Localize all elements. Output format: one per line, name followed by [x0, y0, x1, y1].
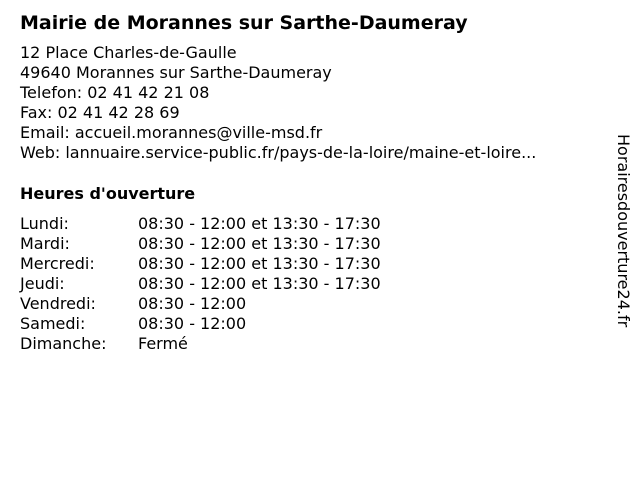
- hours-row-friday: [20, 294, 381, 314]
- phone-number: Telefon: 02 41 42 21 08: [20, 83, 210, 102]
- day-label: Mardi:: [20, 234, 70, 253]
- day-label: Vendredi:: [20, 294, 96, 313]
- fax-number: Fax: 02 41 42 28 69: [20, 103, 180, 122]
- time-value: Fermé: [138, 334, 188, 353]
- day-label: Samedi:: [20, 314, 86, 333]
- hours-row-monday: [20, 214, 381, 234]
- hours-row-thursday: [20, 274, 381, 294]
- website-link: Web: lannuaire.service-public.fr/pays-de-la-loire/maine-et-loire...: [20, 143, 537, 162]
- address-block: [20, 43, 536, 163]
- email-address: Email: accueil.morannes@ville-msd.fr: [20, 123, 323, 142]
- opening-hours-heading: Heures d'ouverture: [20, 184, 196, 203]
- day-label: Dimanche:: [20, 334, 107, 353]
- time-value: 08:30 - 12:00: [138, 314, 247, 333]
- opening-hours-table: [20, 214, 381, 354]
- time-value: 08:30 - 12:00 et 13:30 - 17:30: [138, 254, 381, 273]
- hours-row-saturday: [20, 314, 381, 334]
- day-label: Lundi:: [20, 214, 69, 233]
- site-brand-label: Horairesdouverture24.fr: [614, 134, 633, 328]
- hours-row-sunday: [20, 334, 381, 354]
- time-value: 08:30 - 12:00: [138, 294, 247, 313]
- time-value: 08:30 - 12:00 et 13:30 - 17:30: [138, 274, 381, 293]
- time-value: 08:30 - 12:00 et 13:30 - 17:30: [138, 234, 381, 253]
- street-address: 12 Place Charles-de-Gaulle: [20, 43, 237, 62]
- hours-row-wednesday: [20, 254, 381, 274]
- time-value: 08:30 - 12:00 et 13:30 - 17:30: [138, 214, 381, 233]
- day-label: Jeudi:: [20, 274, 65, 293]
- city-address: 49640 Morannes sur Sarthe-Daumeray: [20, 63, 332, 82]
- page-title: Mairie de Morannes sur Sarthe-Daumeray: [20, 12, 468, 34]
- day-label: Mercredi:: [20, 254, 95, 273]
- hours-row-tuesday: [20, 234, 381, 254]
